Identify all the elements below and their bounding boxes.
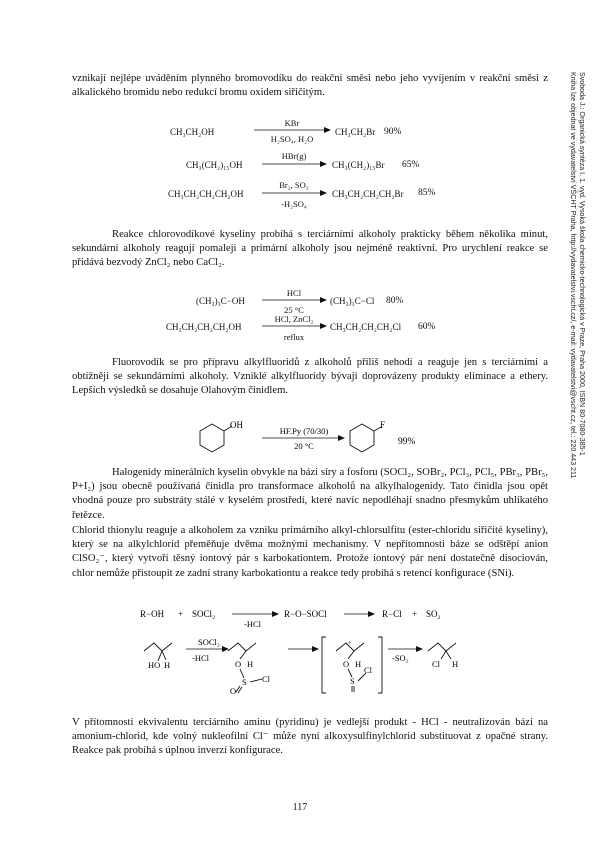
h-label-4: H — [452, 659, 459, 669]
fluor-yield: 99% — [398, 437, 416, 447]
chlorosulfite: R−O−SOCl — [284, 609, 327, 619]
cl1-reactant: (CH₃)₃C−OH — [196, 296, 245, 306]
br1-yield: 90% — [384, 127, 402, 137]
cl2-below: reflux — [283, 332, 305, 342]
paragraph-4-text: Halogenidy minerálních kyselin obvykle na bázi síry a fosforu (SOCl₂, SOBr₂, PCl₃, PCl₅, PBr₃, PBr₅, P+I₂) jsou obecně používaná činidla pro transformace alkoholů na alkylhalogenidy. Tato činidla jsou opět vhodná pouze pro substráty stálé v kyselém prostředí, které navíc nepodléhají snadno přesmykům uhlíkatého řetězce. — [72, 467, 548, 521]
cl1-below: 25 °C — [284, 305, 304, 315]
cl-label-2: Cl — [364, 665, 373, 675]
br1-reactant: CH₃CH₂OH — [170, 127, 215, 137]
page-number: 117 — [292, 802, 308, 813]
br3-reactant: CH₃CH₂CH₂CH₂OH — [168, 189, 244, 199]
plus-1: + — [178, 609, 184, 619]
cl2-reactant: CH₃CH₂CH₂CH₂OH — [166, 322, 242, 332]
paragraph-2 — [72, 228, 548, 271]
cl1-product: (CH₃)₃C−Cl — [330, 296, 375, 306]
minus-hcl-1: -HCl — [244, 619, 261, 629]
cyclohexyl-fluoride-ring — [350, 424, 374, 452]
o-label-1: O — [235, 659, 242, 669]
r-cl: R−Cl — [382, 609, 402, 619]
br2-above: HBr(g) — [281, 151, 307, 161]
cl-label-1: Cl — [262, 674, 271, 684]
paragraph-2-text: Reakce chlorovodíkové kyseliny probíhá s terciárními alkoholy prakticky během několika minut, sekundární alkoholy reagují pomaleji a primární alkoholy jsou nejméně reaktivní. Pro urychlení reakce se přidává bezvodý ZnCl₂ nebo CaCl₂. — [72, 229, 548, 269]
mech-reagent: SOCl₂ — [198, 637, 220, 647]
br3-above: Br₂, SO₂ — [279, 180, 309, 190]
paragraph-3 — [72, 356, 548, 399]
fluorination-scheme — [190, 418, 430, 468]
br3-arrow — [262, 189, 328, 197]
s-label-2: S — [350, 676, 355, 686]
citation-line-2: Kniha lze objednat ve vydavatelství VŠCHT Praha, http://vydavatelstvi.vscht.cz/, e-mail: vydavatelstvi@vscht.cz, tel.: 220 443 211 — [569, 72, 577, 479]
h-label-2: H — [247, 659, 254, 669]
br1-below: H₂SO₄, H₂O — [270, 134, 314, 144]
h-label-3: H — [355, 659, 362, 669]
citation-line-1: Svoboda J.: Organická syntéza I. 1. vyd. Vysoká škola chemicko-technologická v Praze, Praha 2000, ISBN 80-7080-385-1 — [578, 72, 586, 456]
mech-minus-hcl: -HCl — [192, 653, 209, 663]
fluor-below: 20 °C — [294, 441, 314, 451]
citation-sidebar — [568, 72, 586, 478]
cl2-arrow — [262, 322, 328, 330]
br3-yield: 85% — [418, 188, 436, 198]
ho-label: HO — [148, 660, 161, 670]
oh-label: OH — [230, 420, 243, 430]
cl2-above: HCl, ZnCl₂ — [274, 314, 314, 324]
br2-arrow — [262, 160, 328, 168]
cl1-yield: 80% — [386, 296, 404, 306]
r-oh: R−OH — [140, 609, 165, 619]
cyclohexanol-ring — [200, 424, 224, 452]
paragraph-4 — [72, 466, 548, 523]
socl2-general-scheme — [140, 605, 460, 633]
br1-arrow — [254, 126, 332, 134]
mech-minus-so2: -SO₂ — [392, 653, 409, 663]
br1-above: KBr — [284, 118, 300, 128]
s-label-1: S — [242, 677, 247, 687]
right-bracket — [378, 637, 382, 693]
socl2-mechanism-scheme — [140, 635, 470, 695]
br3-below: -H₂SO₄ — [281, 199, 307, 209]
paragraph-3-text: Fluorovodík se pro přípravu alkylfluoridů z alkoholů příliš nehodí a reaguje jen s terciárními a obtížněji se sekundárními alkoholy. Vzniklé alkylfluoridy bývají doprovázeny produkty eliminace a ethery. Lepších výsledků se dosahuje Olahovým činidlem. — [72, 357, 548, 397]
plus-2: + — [412, 609, 418, 619]
paragraph-6: V přítomnosti ekvivalentu terciárního aminu (pyridinu) je vedlejší produkt - HCl - neutralizován bázi na amonium-chlorid, kde volný nukleofilní Cl⁻ může nyní alkoxysulfinylchlorid substituovat z opačné strany. Reakce pak probíhá s úplnou inverzí konfigurace. — [72, 717, 548, 757]
o-label-3: O — [343, 659, 350, 669]
cl1-arrow — [262, 296, 328, 304]
br1-product: CH₃CH₂Br — [335, 127, 376, 137]
br2-product: CH₃(CH₂)₁₅Br — [332, 160, 385, 170]
paragraph-1: vznikají nejlépe uváděním plynného bromovodíku do reakční směsi nebo jeho vyvíjením v reakční směsi z alkalického bromidu nebo redukcí bromu oxidem siřičitým. — [72, 73, 548, 99]
fluor-above: HF.Py (70/30) — [279, 426, 329, 436]
cl1-above: HCl — [286, 288, 302, 298]
carbocation-charge: + — [348, 640, 352, 647]
left-bracket — [322, 637, 326, 693]
h-label-1: H — [164, 660, 171, 670]
cl-label-3: Cl — [432, 659, 441, 669]
o-label-2: O — [230, 686, 237, 695]
cl2-product: CH₃CH₂CH₂CH₂Cl — [330, 322, 402, 332]
paragraph-5: Chlorid thionylu reaguje a alkoholem za vzniku primárního alkyl-chlorsulfitu (ester-chloridu siřičité kyseliny), který se na alkylchlorid přeměňuje dvěma možnými mechanismy. V nepřítomnosti báze se odštěpí anion ClSO₂⁻, který vytvoří těsný iontový pár s karbokationtem. Protože iontový pár není dostatečně disociován, chlor nemůže přistoupit ze zadní strany karbokationtu a reakce tedy probíhá s retencí konfigurace (SNi). — [72, 525, 548, 579]
br2-reactant: CH₃(CH₂)₁₅OH — [186, 160, 243, 170]
so2-label: SO₂ — [426, 609, 441, 619]
cl2-yield: 60% — [418, 322, 436, 332]
socl2-label: SOCl₂ — [192, 609, 216, 619]
f-label: F — [380, 420, 386, 430]
br2-yield: 65% — [402, 160, 420, 170]
br3-product: CH₃CH₂CH₂CH₂Br — [332, 189, 404, 199]
